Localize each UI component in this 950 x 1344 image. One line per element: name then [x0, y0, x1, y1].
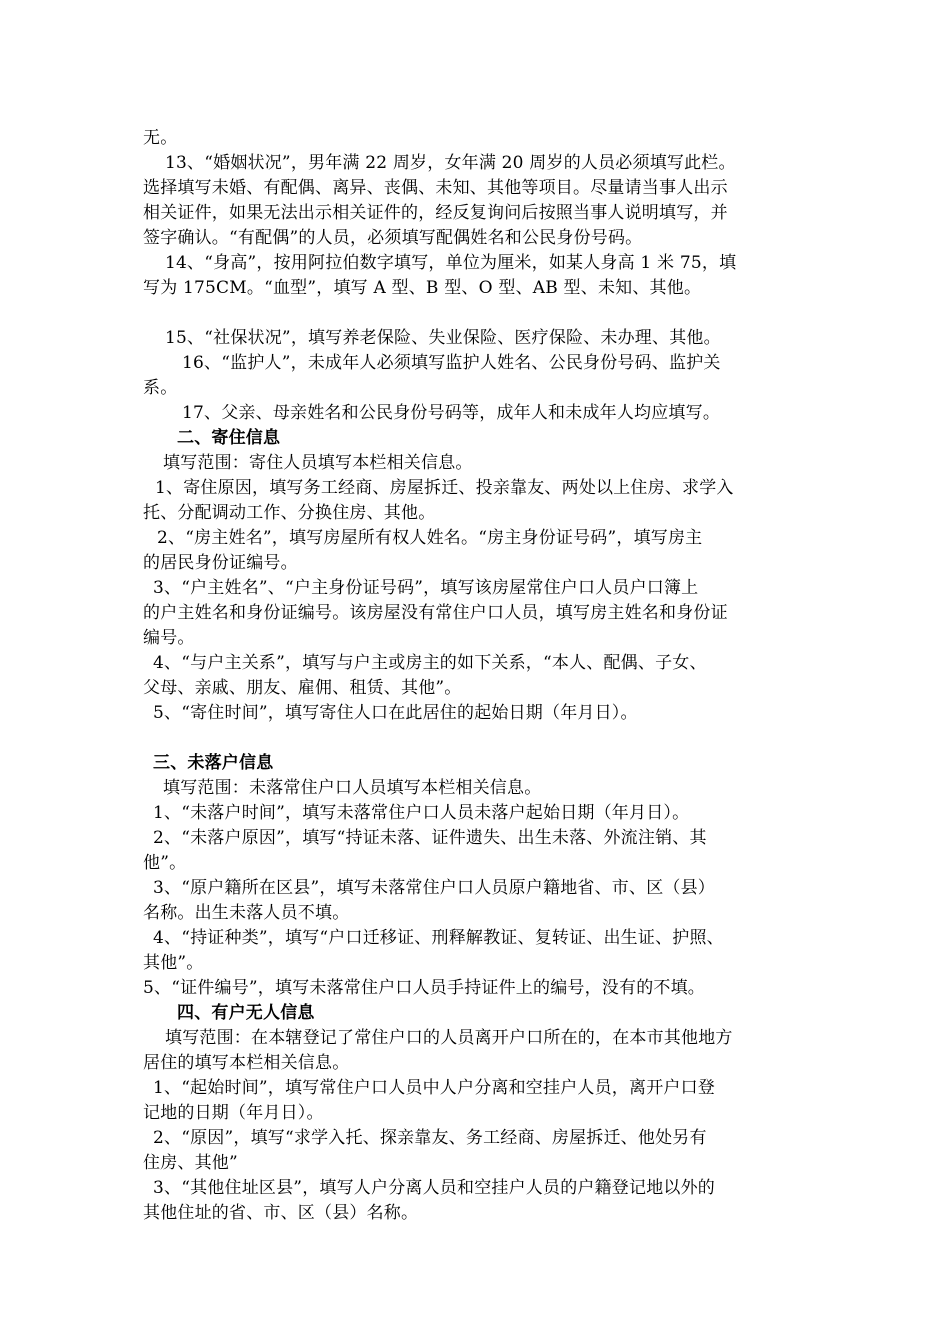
text-line: 填写范围：寄住人员填写本栏相关信息。 — [163, 453, 473, 473]
text-line: 记地的日期（年月日）。 — [143, 1103, 324, 1123]
text-line: 3、“其他住址区县”，填写人户分离人员和空挂户人员的户籍登记地以外的 — [153, 1178, 715, 1198]
text-line: 选择填写未婚、有配偶、离异、丧偶、未知、其他等项目。尽量请当事人出示 — [143, 178, 728, 198]
text-line: 1、寄住原因，填写务工经商、房屋拆迁、投亲靠友、两处以上住房、求学入 — [155, 478, 734, 498]
text-line: 1、“起始时间”，填写常住户口人员中人户分离和空挂户人员，离开户口登 — [153, 1078, 715, 1098]
text-line: 的户主姓名和身份证编号。该房屋没有常住户口人员，填写房主姓名和身份证 — [143, 603, 728, 623]
text-line: 4、“持证种类”，填写“户口迁移证、刑释解教证、复转证、出生证、护照、 — [153, 928, 724, 948]
text-line: 其他”。 — [143, 953, 204, 973]
text-line: 2、“未落户原因”，填写“持证未落、证件遗失、出生未落、外流注销、其 — [153, 828, 707, 848]
text-line: 14、“身高”，按用阿拉伯数字填写，单位为厘米，如某人身高 1 米 75，填 — [165, 253, 737, 273]
text-line: 父母、亲戚、朋友、雇佣、租赁、其他”。 — [143, 678, 462, 698]
text-line: 5、“寄住时间”，填写寄住人口在此居住的起始日期（年月日）。 — [153, 703, 638, 723]
text-line: 写为 175CM。“血型”，填写 A 型、B 型、O 型、AB 型、未知、其他。 — [143, 278, 702, 298]
text-line: 相关证件，如果无法出示相关证件的，经反复询问后按照当事人说明填写，并 — [143, 203, 728, 223]
text-line: 其他住址的省、市、区（县）名称。 — [143, 1203, 419, 1223]
text-line: 签字确认。“有配偶”的人员，必须填写配偶姓名和公民身份号码。 — [143, 228, 643, 248]
text-line: 名称。出生未落人员不填。 — [143, 903, 350, 923]
text-line: 3、“原户籍所在区县”，填写未落常住户口人员原户籍地省、市、区（县） — [153, 878, 715, 898]
section-heading-lodging: 二、寄住信息 — [177, 428, 281, 448]
text-line: 填写范围：在本辖登记了常住户口的人员离开户口所在的，在本市其他地方 — [165, 1028, 733, 1048]
section-heading-unregistered: 三、未落户信息 — [153, 753, 274, 773]
text-line: 15、“社保状况”，填写养老保险、失业保险、医疗保险、未办理、其他。 — [165, 328, 721, 348]
text-line: 17、父亲、母亲姓名和公民身份号码等，成年人和未成年人均应填写。 — [182, 403, 721, 423]
text-line: 2、“原因”，填写“求学入托、探亲靠友、务工经商、房屋拆迁、他处另有 — [153, 1128, 707, 1148]
text-line: 托、分配调动工作、分换住房、其他。 — [143, 503, 436, 523]
text-line: 无。 — [143, 128, 178, 148]
text-line: 编号。 — [143, 628, 195, 648]
text-line: 2、“房主姓名”，填写房屋所有权人姓名。“房主身份证号码”，填写房主 — [157, 528, 703, 548]
text-line: 的居民身份证编号。 — [143, 553, 298, 573]
text-line: 他”。 — [143, 853, 187, 873]
text-line: 填写范围：未落常住户口人员填写本栏相关信息。 — [163, 778, 542, 798]
text-line: 4、“与户主关系”，填写与户主或房主的如下关系，“本人、配偶、子女、 — [153, 653, 707, 673]
text-line: 13、“婚姻状况”，男年满 22 周岁，女年满 20 周岁的人员必须填写此栏。 — [165, 153, 736, 173]
text-line: 3、“户主姓名”、“户主身份证号码”，填写该房屋常住户口人员户口簿上 — [153, 578, 699, 598]
section-heading-registered-absent: 四、有户无人信息 — [177, 1003, 315, 1023]
text-line: 5、“证件编号”，填写未落常住户口人员手持证件上的编号，没有的不填。 — [143, 978, 705, 998]
text-line: 系。 — [143, 378, 178, 398]
text-line: 住房、其他” — [143, 1153, 238, 1173]
text-line: 1、“未落户时间”，填写未落常住户口人员未落户起始日期（年月日）。 — [153, 803, 690, 823]
text-line: 16、“监护人”，未成年人必须填写监护人姓名、公民身份号码、监护关 — [182, 353, 721, 373]
text-line: 居住的填写本栏相关信息。 — [143, 1053, 350, 1073]
